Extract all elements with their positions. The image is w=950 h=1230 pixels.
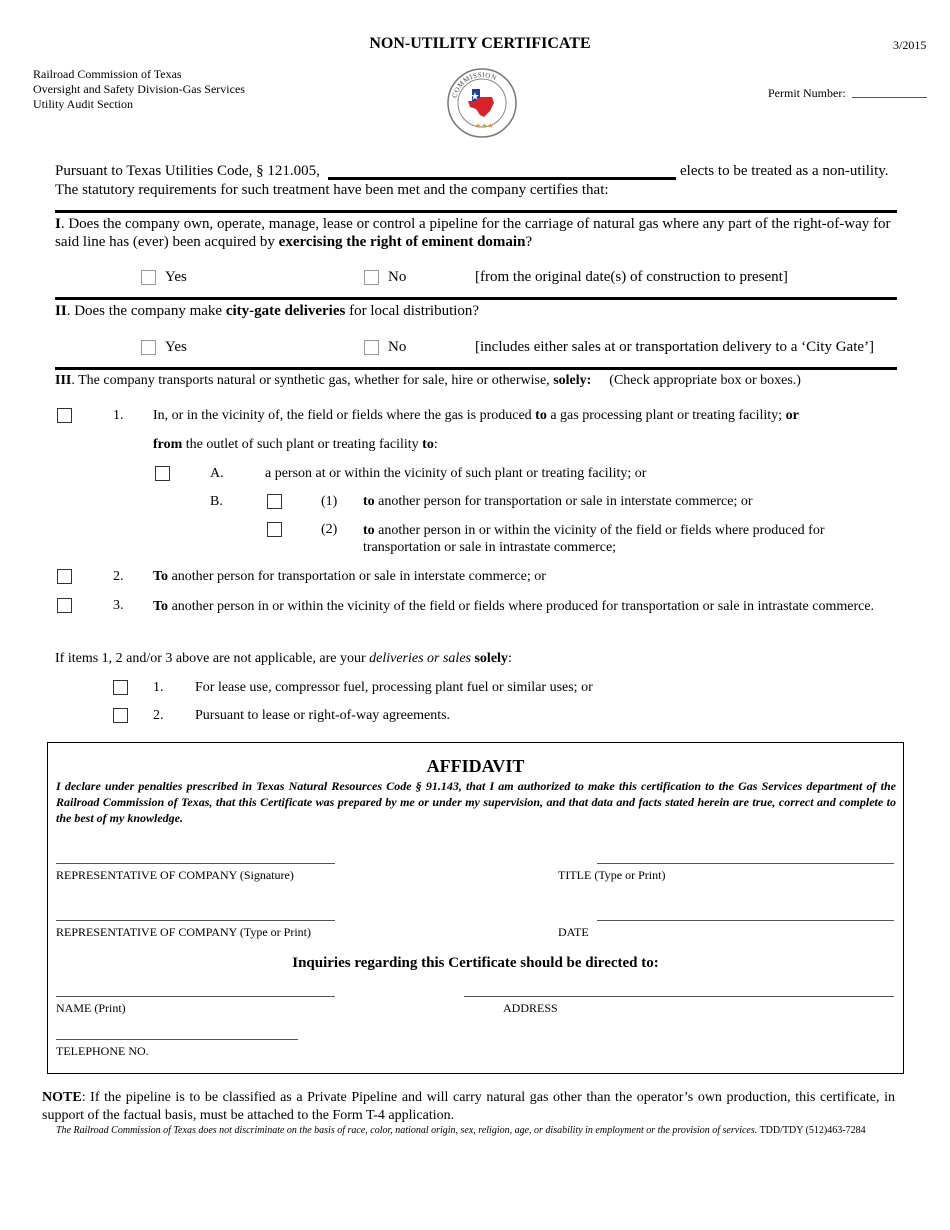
sub-b1-to: to	[363, 494, 375, 509]
intro-suffix: elects to be treated as a non-utility.	[680, 163, 889, 179]
telephone-label: TELEPHONE NO.	[56, 1044, 149, 1058]
telephone-field[interactable]	[56, 1039, 298, 1040]
title-label: TITLE (Type or Print)	[558, 868, 666, 882]
alt-option-2-number: 2.	[153, 708, 164, 723]
date-label: DATE	[558, 925, 589, 939]
section-1-yes-checkbox[interactable]	[141, 270, 156, 285]
disclaimer	[56, 1125, 886, 1137]
org-line-1: Railroad Commission of Texas	[33, 67, 182, 81]
note-paragraph	[42, 1089, 895, 1125]
permit-number-label: Permit Number:	[768, 86, 846, 100]
address-label: ADDRESS	[503, 1001, 558, 1015]
section-3-bold: solely:	[553, 373, 592, 388]
sub-b-label: B.	[210, 494, 223, 509]
item-1-part-c: the outlet of such plant or treating facility	[182, 437, 423, 452]
sub-b2-body: another person in or within the vicinity of the field or fields where produced for transportation or sale in intrastate commerce;	[363, 523, 825, 555]
note-label: NOTE	[42, 1090, 82, 1105]
section-1-end: ?	[525, 234, 533, 250]
section-2-note: [includes either sales at or transportation delivery to a ‘City Gate’]	[475, 339, 875, 355]
section-1-note: [from the original date(s) of construction to present]	[475, 269, 788, 285]
section-3-numeral: III	[55, 373, 72, 388]
permit-number-field[interactable]	[852, 97, 927, 98]
sub-b1-text	[363, 494, 753, 510]
section-1-no-checkbox[interactable]	[364, 270, 379, 285]
item-2-to: To	[153, 569, 169, 584]
item-1-from: from	[153, 437, 183, 452]
svg-text:★★★: ★★★	[475, 122, 494, 130]
tdd-number: TDD/TDY (512)463-7284	[757, 1125, 866, 1136]
item-1-part-a: In, or in the vicinity of, the field or fields where the gas is produced	[153, 408, 536, 423]
title-field[interactable]	[597, 863, 894, 864]
divider	[55, 210, 897, 213]
section-1-yes-label: Yes	[165, 269, 187, 285]
section-2-end: for local distribution?	[345, 303, 480, 319]
inquiries-heading: Inquiries regarding this Certificate should be directed to:	[292, 955, 659, 971]
section-2-text: . Does the company make	[66, 303, 226, 319]
company-name-field[interactable]	[328, 177, 676, 180]
section-2-question	[55, 303, 479, 320]
rep-print-field[interactable]	[56, 920, 335, 921]
section-1-numeral: I	[55, 216, 61, 232]
alternative-question	[55, 651, 512, 667]
affidavit-title: AFFIDAVIT	[426, 756, 525, 776]
item-2-body: another person for transportation or sale in interstate commerce; or	[168, 569, 546, 584]
sub-a-checkbox[interactable]	[155, 466, 170, 481]
section-2-yes-label: Yes	[165, 339, 187, 355]
item-1-text	[153, 408, 898, 424]
org-line-2: Oversight and Safety Division-Gas Services	[33, 82, 245, 96]
item-2-number: 2.	[113, 569, 124, 584]
sub-b2-text	[363, 522, 883, 556]
item-3-body: another person in or within the vicinity of the field or fields where produced for transportation or sale in intrastate commerce.	[168, 599, 875, 614]
item-2-checkbox[interactable]	[57, 569, 72, 584]
section-3-question	[55, 373, 897, 389]
item-1-to-2: to	[422, 437, 434, 452]
item-1-checkbox[interactable]	[57, 408, 72, 423]
sub-b2-to: to	[363, 523, 375, 538]
divider	[55, 297, 897, 300]
rep-signature-label: REPRESENTATIVE OF COMPANY (Signature)	[56, 868, 294, 882]
item-1-part-b: a gas processing plant or treating facility;	[546, 408, 786, 423]
section-1-text: . Does the company own, operate, manage, lease or control a pipeline for the carriage of natural gas where any part of the right-of-way for said line has (ever) been acquired by	[55, 216, 891, 250]
item-1-to: to	[535, 408, 547, 423]
alt-option-1-text: For lease use, compressor fuel, processing plant fuel or similar uses; or	[195, 680, 593, 695]
alt-lead-italic: deliveries or sales	[369, 651, 471, 666]
item-2-text	[153, 569, 546, 585]
item-1-colon: :	[433, 437, 438, 452]
revision-date: 3/2015	[893, 38, 927, 52]
intro-prefix: Pursuant to Texas Utilities Code, § 121.005,	[55, 163, 320, 179]
name-field[interactable]	[56, 996, 335, 997]
item-1-or: or	[785, 408, 799, 423]
section-2-no-label: No	[388, 339, 407, 355]
disclaimer-text: The Railroad Commission of Texas does not discriminate on the basis of race, color, national origin, sex, religion, age, or disability in employment or the provision of services.	[56, 1125, 758, 1136]
intro-line-2: The statutory requirements for such treatment have been met and the company certifies that:	[55, 182, 609, 198]
item-1-number: 1.	[113, 408, 124, 423]
alt-lead: If items 1, 2 and/or 3 above are not applicable, are your	[55, 651, 370, 666]
alt-lead-end: :	[507, 651, 512, 666]
item-3-number: 3.	[113, 598, 124, 613]
rep-signature-field[interactable]	[56, 863, 335, 864]
sub-a-label: A.	[210, 466, 224, 481]
sub-b1-body: another person for transportation or sale in interstate commerce; or	[374, 494, 753, 509]
section-1-bold: exercising the right of eminent domain	[278, 234, 526, 250]
divider	[55, 367, 897, 370]
rep-print-label: REPRESENTATIVE OF COMPANY (Type or Print)	[56, 925, 311, 939]
name-label: NAME (Print)	[56, 1001, 126, 1015]
alt-option-1-checkbox[interactable]	[113, 680, 128, 695]
note-text: : If the pipeline is to be classified as a Private Pipeline and will carry natural gas other than the operator’s own production, this certificate, in support of the factual basis, must be attached to the Form T-4 application.	[42, 1090, 895, 1123]
section-1-no-label: No	[388, 269, 407, 285]
address-field[interactable]	[464, 996, 894, 997]
section-2-yes-checkbox[interactable]	[141, 340, 156, 355]
form-title: NON-UTILITY CERTIFICATE	[369, 35, 591, 52]
section-2-bold: city-gate deliveries	[225, 303, 346, 319]
org-line-3: Utility Audit Section	[33, 97, 134, 111]
alt-option-2-checkbox[interactable]	[113, 708, 128, 723]
seal-text: COMMISSION	[450, 70, 499, 99]
alt-lead-bold: solely	[470, 651, 508, 666]
sub-b2-checkbox[interactable]	[267, 522, 282, 537]
alt-option-2-text: Pursuant to lease or right-of-way agreements.	[195, 708, 451, 723]
affidavit-statement: I declare under penalties prescribed in Texas Natural Resources Code § 91.143, that I am authorized to make this certification to the Gas Services department of the Railroad Commission of Texas, that this Certificate was prepared by me or under my supervision, and that data and facts stated herein are true, correct and complete to the best of my knowledge.	[56, 779, 896, 825]
item-1-text-line-2	[153, 437, 438, 453]
item-3-checkbox[interactable]	[57, 598, 72, 613]
alt-option-1-number: 1.	[153, 680, 164, 695]
sub-b1-number: (1)	[321, 494, 338, 509]
section-1-question	[55, 215, 897, 251]
section-3-end: (Check appropriate box or boxes.)	[609, 373, 801, 388]
railroad-commission-seal-icon	[446, 67, 518, 139]
section-2-numeral: II	[55, 303, 67, 319]
item-3-text	[153, 598, 883, 615]
sub-a-text: a person at or within the vicinity of such plant or treating facility; or	[265, 466, 647, 481]
sub-b1-checkbox[interactable]	[267, 494, 282, 509]
date-field[interactable]	[597, 920, 894, 921]
item-3-to: To	[153, 599, 169, 614]
sub-b2-number: (2)	[321, 522, 338, 537]
org-block	[33, 67, 245, 112]
section-3-text: . The company transports natural or synthetic gas, whether for sale, hire or otherwise,	[71, 373, 554, 388]
section-2-no-checkbox[interactable]	[364, 340, 379, 355]
